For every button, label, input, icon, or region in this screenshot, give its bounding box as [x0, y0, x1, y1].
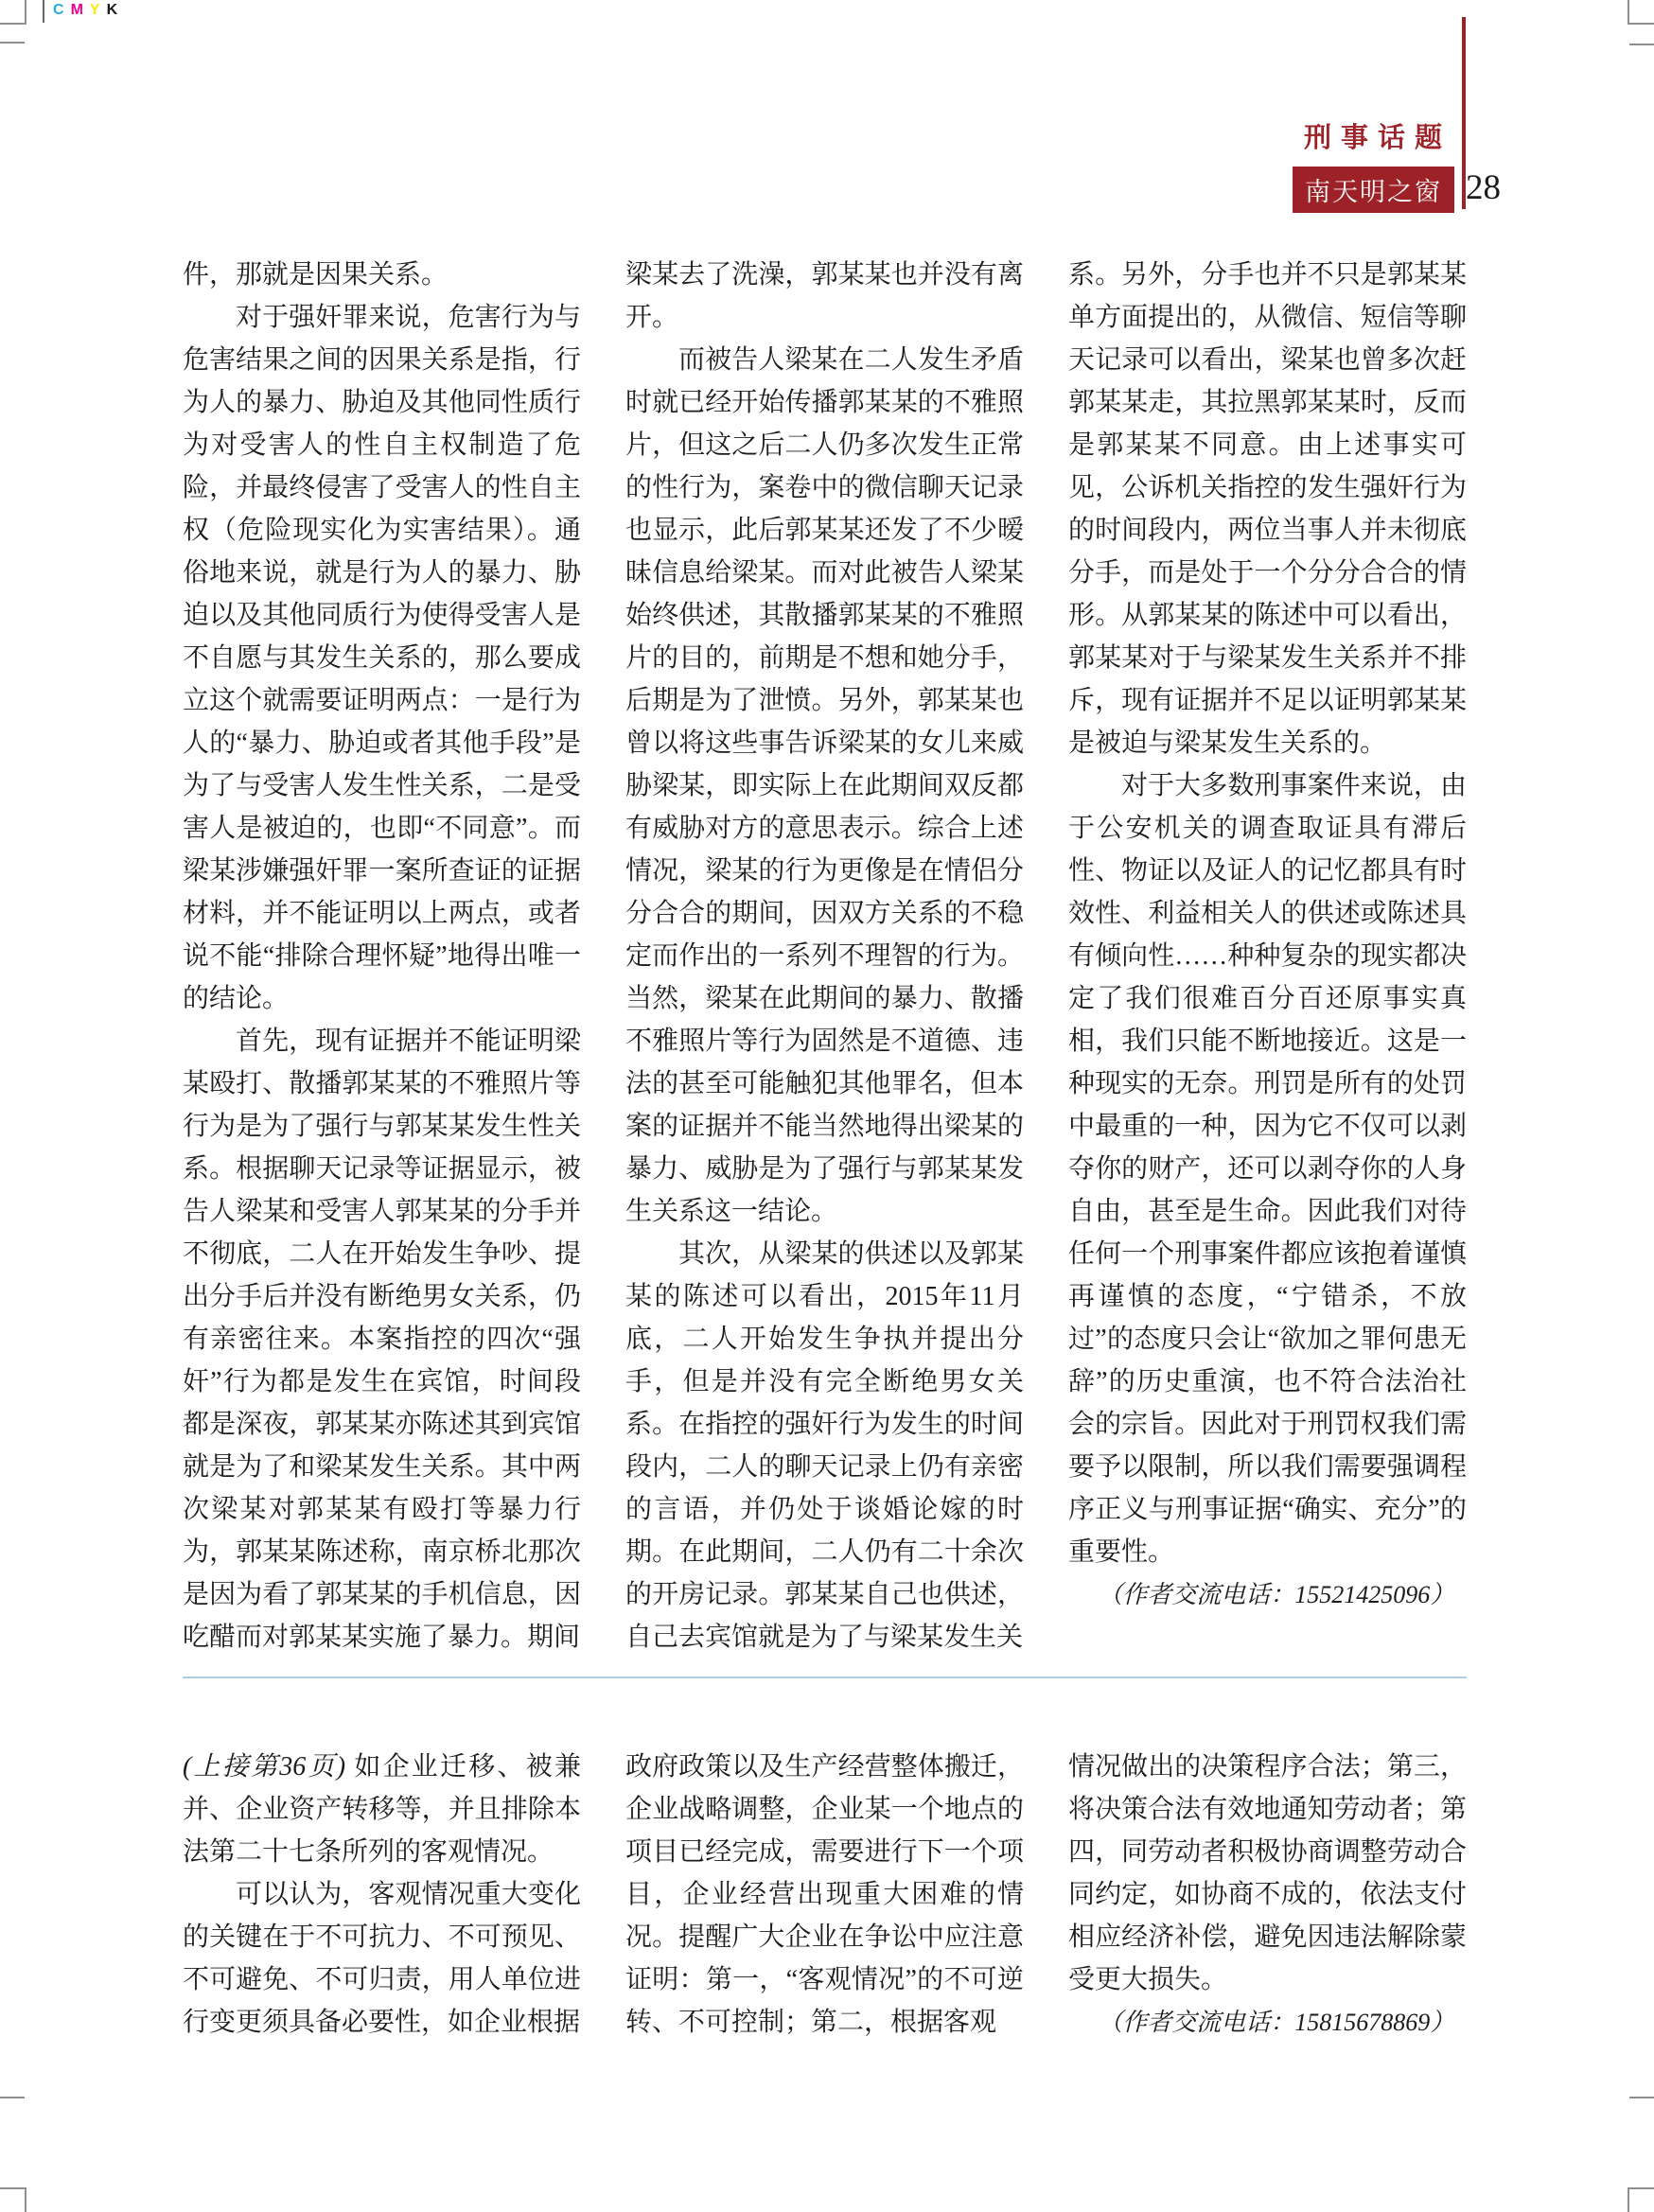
paragraph: 而被告人梁某在二人发生矛盾时就已经开始传播郭某某的不雅照片，但这之后二人仍多次发生正常的性行为，案卷中的微信聊天记录也显示，此后郭某某还发了不少暧昧信息给梁某。而对此被告人梁某始终供述，其散播郭某某的不雅照片的目的，前期是不想和她分手，后期是为了泄愤。另外，郭某某也曾以将这些事告诉梁某的女儿来威胁梁某，即实际上在此期间双反都有威胁对方的意思表示。综合上述情况，梁某的行为更像是在情侣分分合合的期间，因双方关系的不稳定而作出的一系列不理智的行为。当然，梁某在此期间的暴力、散播不雅照片等行为固然是不道德、违法的甚至可能触犯其他罪名，但本案的证据并不能当然地得出梁某的暴力、威胁是为了强行与郭某某发生关系这一结论。 — [625, 345, 1024, 1226]
text-column — [625, 1746, 1024, 2044]
cmyk-rule — [43, 0, 44, 23]
crop-tick-top-right — [1629, 44, 1654, 45]
text-column — [183, 1746, 581, 2044]
page-number: 28 — [1466, 168, 1501, 207]
paragraph: 梁某去了洗澡，郭某某也并没有离开。 — [625, 260, 1024, 332]
cmyk-letter: C — [53, 2, 71, 18]
text-column — [183, 254, 581, 1659]
section-header-title: 刑事话题 — [1303, 123, 1452, 153]
cmyk-letter: Y — [89, 2, 107, 18]
article-continuation — [183, 1746, 1467, 2044]
continued-from-note: (上接第36页) — [183, 1752, 355, 1782]
paragraph: 对于强奸罪来说，危害行为与危害结果之间的因果关系是指，行为人的暴力、胁迫及其他同性质行为对受害人的性自主权制造了危险，并最终侵害了受害人的性自主权（危险现实化为实害结果）。通俗地来说，就是行为人的暴力、胁迫以及其他同质行为使得受害人是不自愿与其发生关系的，那么要成立这个就需要证明两点：一是行为人的“暴力、胁迫或者其他手段”是为了与受害人发生性关系，二是受害人是被迫的，也即“不同意”。而梁某涉嫌强奸罪一案所查证的证据材料，并不能证明以上两点，或者说不能“排除合理怀疑”地得出唯一的结论。 — [183, 303, 581, 1013]
paragraph: 对于大多数刑事案件来说，由于公安机关的调查取证具有滞后性、物证以及证人的记忆都具有时效性、利益相关人的供述或陈述具有倾向性……种种复杂的现实都决定了我们很难百分百还原事实真相，我们只能不断地接近。这是一种现实的无奈。刑罚是所有的处罚中最重的一种，因为它不仅可以剥夺你的财产，还可以剥夺你的人身自由，甚至是生命。因此我们对待任何一个刑事案件都应该抱着谨慎再谨慎的态度，“宁错杀，不放过”的态度只会让“欲加之罪何患无辞”的历史重演，也不符合法治社会的宗旨。因此对于刑罚权我们需要予以限制，所以我们需要强调程序正义与刑事证据“确实、充分”的重要性。 — [1068, 771, 1467, 1567]
paragraph: (上接第36页) 如企业迁移、被兼并、企业资产转移等，并且排除本法第二十七条所列的客观情况。 — [183, 1752, 581, 1867]
magazine-badge: 南天明之窗 — [1293, 167, 1454, 213]
author-contact-line: （作者交流电话：15815678869） — [1098, 2009, 1455, 2036]
paragraph: 政府政策以及生产经营整体搬迁，企业战略调整，企业某一个地点的项目已经完成，需要进行下一个项目，企业经营出现重大困难的情况。提醒广大企业在争讼中应注意证明：第一，“客观情况”的不可逆转、不可控制；第二，根据客观 — [625, 1752, 1024, 2037]
crop-mark-top-left — [0, 0, 26, 25]
cmyk-letter: K — [106, 2, 125, 18]
crop-tick-bottom-left — [0, 2097, 25, 2098]
crop-tick-bottom-right — [1629, 2097, 1654, 2098]
text-column — [1068, 1746, 1467, 2044]
paragraph: 其次，从梁某的供述以及郭某某的陈述可以看出，2015年11月底，二人开始发生争执并提出分手，但是并没有完全断绝男女关系。在指控的强奸行为发生的时间段内，二人的聊天记录上仍有亲密的言语，并仍处于谈婚论嫁的时期。在此期间，二人仍有二十余次的开房记录。郭某某自己也供述，自己去宾馆就是为了与梁某发生关 — [625, 1239, 1024, 1652]
text-column — [1068, 254, 1467, 1659]
paragraph: 系。另外，分手也并不只是郭某某单方面提出的，从微信、短信等聊天记录可以看出，梁某也曾多次赶郭某某走，其拉黑郭某某时，反而是郭某某不同意。由上述事实可见，公诉机关指控的发生强奸行为的时间段内，两位当事人并未彻底分手，而是处于一个分分合合的情形。从郭某某的陈述中可以看出，郭某某对于与梁某发生关系并不排斥，现有证据并不足以证明郭某某是被迫与梁某发生关系的。 — [1068, 260, 1467, 758]
cmyk-print-marks — [53, 2, 124, 19]
crop-mark-top-right — [1628, 0, 1654, 25]
article-main — [183, 254, 1467, 1659]
author-contact-line: （作者交流电话：15521425096） — [1098, 1581, 1455, 1608]
text-column — [625, 254, 1024, 1659]
article-divider — [183, 1677, 1467, 1678]
paragraph: 情况做出的决策程序合法；第三，将决策合法有效地通知劳动者；第四，同劳动者积极协商调整劳动合同约定，如协商不成的，依法支付相应经济补偿，避免因违法解除蒙受更大损失。 — [1068, 1752, 1467, 1994]
paragraph: 首先，现有证据并不能证明梁某殴打、散播郭某某的不雅照片等行为是为了强行与郭某某发生性关系。根据聊天记录等证据显示，被告人梁某和受害人郭某某的分手并不彻底，二人在开始发生争吵、提出分手后并没有断绝男女关系，仍有亲密往来。本案指控的四次“强奸”行为都是发生在宾馆，时间段都是深夜，郭某某亦陈述其到宾馆就是为了和梁某发生关系。其中两次梁某对郭某某有殴打等暴力行为，郭某某陈述称，南京桥北那次是因为看了郭某某的手机信息，因吃醋而对郭某某实施了暴力。期间 — [183, 1027, 581, 1652]
paragraph: 件，那就是因果关系。 — [183, 260, 449, 290]
paragraph: 可以认为，客观情况重大变化的关键在于不可抗力、不可预见、不可避免、不可归责，用人单位进行变更须具备必要性，如企业根据 — [183, 1880, 581, 2037]
crop-tick-top-left — [0, 42, 25, 44]
crop-mark-bottom-left — [0, 2187, 26, 2212]
crop-mark-bottom-right — [1628, 2187, 1654, 2212]
cmyk-letter: M — [70, 2, 90, 18]
